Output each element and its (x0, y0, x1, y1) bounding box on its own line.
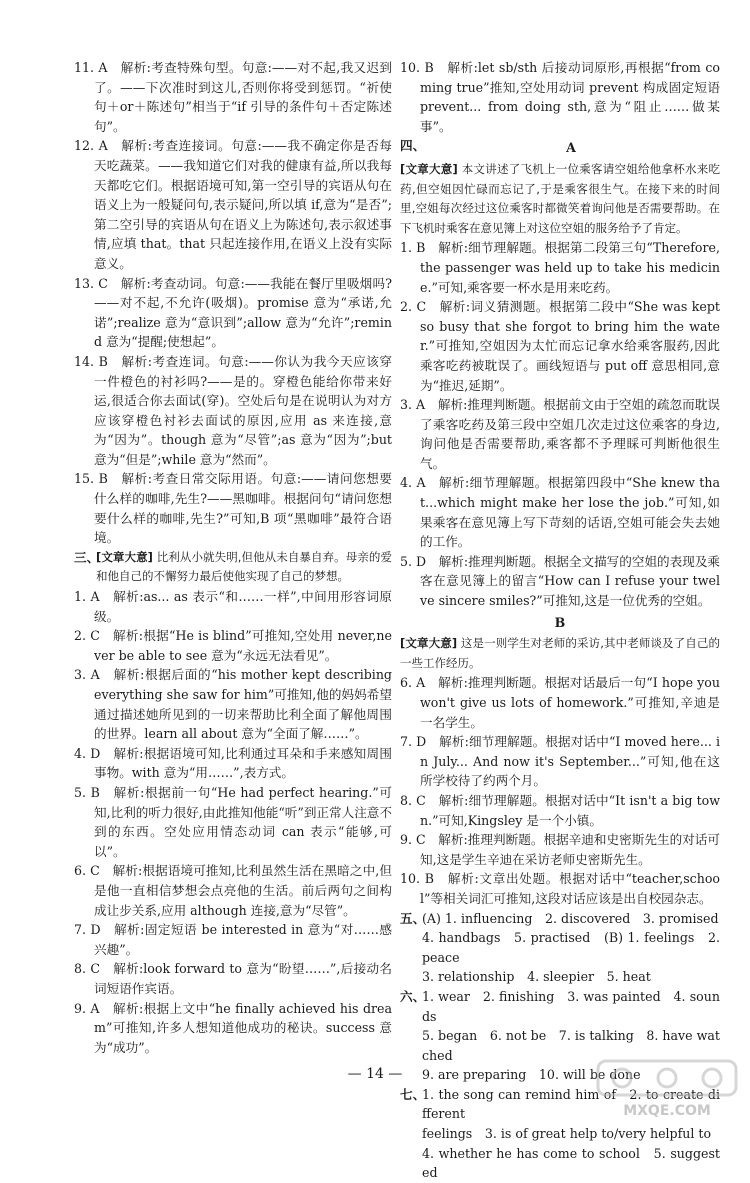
answer-item: 1. A 解析:as... as 表示“和……一样”,中间用形容词原级。 (74, 589, 392, 624)
section-five (400, 909, 720, 987)
answer-line: 5. began 6. not be 7. is talking 8. have watched (422, 1028, 720, 1063)
answer-line: (A) 1. influencing 2. discovered 3. promised (422, 910, 719, 926)
summary-tag: [文章大意] (400, 161, 458, 176)
answer-item: 9. C 解析:推理判断题。根据辛迪和史密斯先生的对话可知,这是学生辛迪在采访老师史密斯先生。 (400, 832, 720, 867)
answer-line: 4. whether he has come to school 5. suggested (422, 1145, 720, 1181)
answer-line: 1. wear 2. finishing 3. was painted 4. sounds (422, 988, 720, 1024)
summary-tag: [文章大意] (400, 636, 458, 651)
answer-item: 14. B 解析:考查连词。句意:——你认为我今天应该穿一件橙色的衬衫吗?——是的。穿橙色能给你带来好运,很适合你去面试(穿)。空处后句是在说明认为对方应该穿橙色衬衫去面试的原因,应用 as 来连接,意为“因为”。though 意为“尽管”;as 意为“因为”;but 意为“但是”;while 意为“然而”。 (74, 353, 392, 467)
section-three (74, 548, 392, 587)
section-label: 六、 (400, 988, 426, 1004)
answer-item: 7. D 解析:固定短语 be interested in 意为“对……感兴趣”。 (74, 922, 392, 957)
passage-title-a: A (566, 140, 576, 156)
answer-item: 2. C 解析:根据“He is blind”可推知,空处用 never,never be able to see 意为“永远无法看见”。 (74, 628, 392, 663)
answer-line: 4. handbags 5. practised (B) 1. feelings 2. peace (422, 930, 720, 965)
answer-line: feelings 3. is of great help to/very helpful to (422, 1126, 712, 1142)
answer-item: 3. A 解析:根据后面的“his mother kept describing everything she saw for him”可推知,他的妈妈希望通过描述她所见到的一切来帮助比利全面了解他周围的世界。learn all about 意为“全面了解……”。 (74, 667, 392, 742)
answer-line: 1. the song can remind him of 2. to create different (422, 1086, 720, 1122)
page-number: — 14 — (347, 1066, 403, 1082)
passage-summary (400, 634, 720, 673)
answer-item: 3. A 解析:推理判断题。根据前文由于空姐的疏忽而耽误了乘客吃药及第三段中空姐几次走过这位乘客的身边,询问他是否需要帮助,乘客都不予理睬可判断他很生气。 (400, 397, 720, 471)
answer-item: 12. A 解析:考查连接词。句意:——我不确定你是否每天吃蔬菜。——我知道它们对我的健康有益,所以我每天都吃它们。根据语境可知,第一空引导的宾语从句在语义上为一般疑问句,表示疑问,所以填 if,意为“是否”;第二空引导的宾语从句在语义上为陈述句,表示叙述事情,应填 that。that 只起连接作用,在语义上没有实际意义。 (74, 138, 392, 271)
answer-item: 7. D 解析:细节理解题。根据对话中“I moved here... in July... And now it's September...”可知,他在这所学校待了约两个月。 (400, 734, 720, 789)
answer-item: 10. B 解析:let sb/sth 后接动词原形,再根据“from coming true”推知,空处用动词 prevent 构成固定短语 prevent... from doing sth,意为“阻止……做某事”。 (400, 60, 720, 134)
answer-item: 4. A 解析:细节理解题。根据第四段中“She knew that...which might make her lose the job.”可知,如果乘客在意见簿上写下苛刻的话语,空姐可能会失去她的工作。 (400, 475, 720, 550)
left-column (74, 58, 392, 1057)
summary-text: 本文讲述了飞机上一位乘客请空姐给他拿杯水来吃药,但空姐因忙碌而忘记了,于是乘客很生气。在接下来的时间里,空姐每次经过这位乘客时都微笑着询问他是否需要帮助。在下飞机时乘客在意见簿上对这位空姐的服务给予了肯定。 (400, 161, 721, 235)
answer-item: 1. B 解析:细节理解题。根据第二段第三句“Therefore, the passenger was held up to take his medicine.”可知,乘客要一杯水是用来吃药。 (400, 240, 720, 295)
section-label: 五、 (400, 910, 426, 926)
answer-item: 5. B 解析:根据前一句“He had perfect hearing.”可知,比利的听力很好,由此推知他能“听”到正常人注意不到的东西。空处应用情态动词 can 表示“能够,可以”。 (74, 784, 392, 859)
passage-summary (400, 160, 720, 238)
answer-item: 15. B 解析:考查日常交际用语。句意:——请问您想要什么样的咖啡,先生?——黑咖啡。根据问句“请问您想要什么样的咖啡,先生?”可知,B 项“黑咖啡”最符合语境。 (74, 471, 392, 546)
passage-title-b: B (554, 614, 566, 630)
section-label: 四、 (400, 138, 426, 154)
answer-item: 5. D 解析:推理判断题。根据全文描写的空姐的表现及乘客在意见簿上的留言“How can I refuse your twelve sincere smiles?”可推知,这是一位优秀的空姐。 (400, 553, 721, 609)
right-column (400, 58, 720, 1183)
answer-line: 9. are preparing 10. will be done (422, 1067, 641, 1083)
answer-item: 10. B 解析:文章出处题。根据对话中“teacher,school”等相关词汇可推知,这段对话应该是出自校园杂志。 (400, 871, 720, 906)
summary-tag: [文章大意] (96, 549, 153, 564)
answer-item: 2. C 解析:词义猜测题。根据第二段中“She was kept so busy that she forgot to bring him the water.”可推知,空姐因为太忙而忘记拿水给乘客服药,因此乘客吃药被耽误了。画线短语与 put off 意思相同,意为“推迟,延期”。 (400, 299, 720, 393)
section-label: 三、 (74, 549, 100, 565)
answer-line: 3. relationship 4. sleepier 5. heat (422, 969, 651, 985)
section-four (400, 136, 720, 160)
section-label: 七、 (400, 1086, 426, 1102)
summary-text: 比利从小就失明,但他从未自暴自弃。母亲的爱和他自己的不懈努力最后使他实现了自己的梦想。 (96, 549, 393, 584)
answer-item: 11. A 解析:考查特殊句型。句意:——对不起,我又迟到了。——下次准时到这儿,否则你将受到惩罚。“祈使句＋or＋陈述句”相当于“if 引导的条件句＋否定陈述句”。 (74, 60, 392, 134)
answer-item: 6. C 解析:根据语境可推知,比利虽然生活在黑暗之中,但是他一直相信梦想会点亮他的生活。前后两句之间构成让步关系,应用 although 连接,意为“尽管”。 (74, 863, 392, 918)
answer-item: 13. C 解析:考查动词。句意:——我能在餐厅里吸烟吗?——对不起,不允许(吸烟)。promise 意为“承诺,允诺”;realize 意为“意识到”;allow 意为“允许”;remind 意为“提醒;使想起”。 (74, 275, 392, 350)
answer-item: 8. C 解析:细节理解题。根据对话中“It isn't a big town.”可知,Kingsley 是一个小镇。 (400, 792, 720, 828)
answer-item: 9. A 解析:根据上文中“he finally achieved his dream”可推知,许多人想知道他成功的秘诀。success 意为“成功”。 (74, 1000, 392, 1055)
answer-item: 4. D 解析:根据语境可知,比利通过耳朵和手来感知周围事物。with 意为“用……”,表方式。 (74, 745, 392, 781)
answer-item: 6. A 解析:推理判断题。根据对话最后一句“I hope you won't give us lots of homework.”可推知,辛迪是一名学生。 (400, 675, 720, 730)
watermark-text: MXQE.COM (623, 1103, 711, 1119)
passage-summary (96, 548, 392, 587)
watermark-logo (592, 1057, 742, 1123)
summary-text: 这是一则学生对老师的采访,其中老师谈及了自己的一些工作经历。 (400, 636, 721, 670)
answer-item: 8. C 解析:look forward to 意为“盼望……”,后接动名词短语作宾语。 (74, 961, 392, 996)
